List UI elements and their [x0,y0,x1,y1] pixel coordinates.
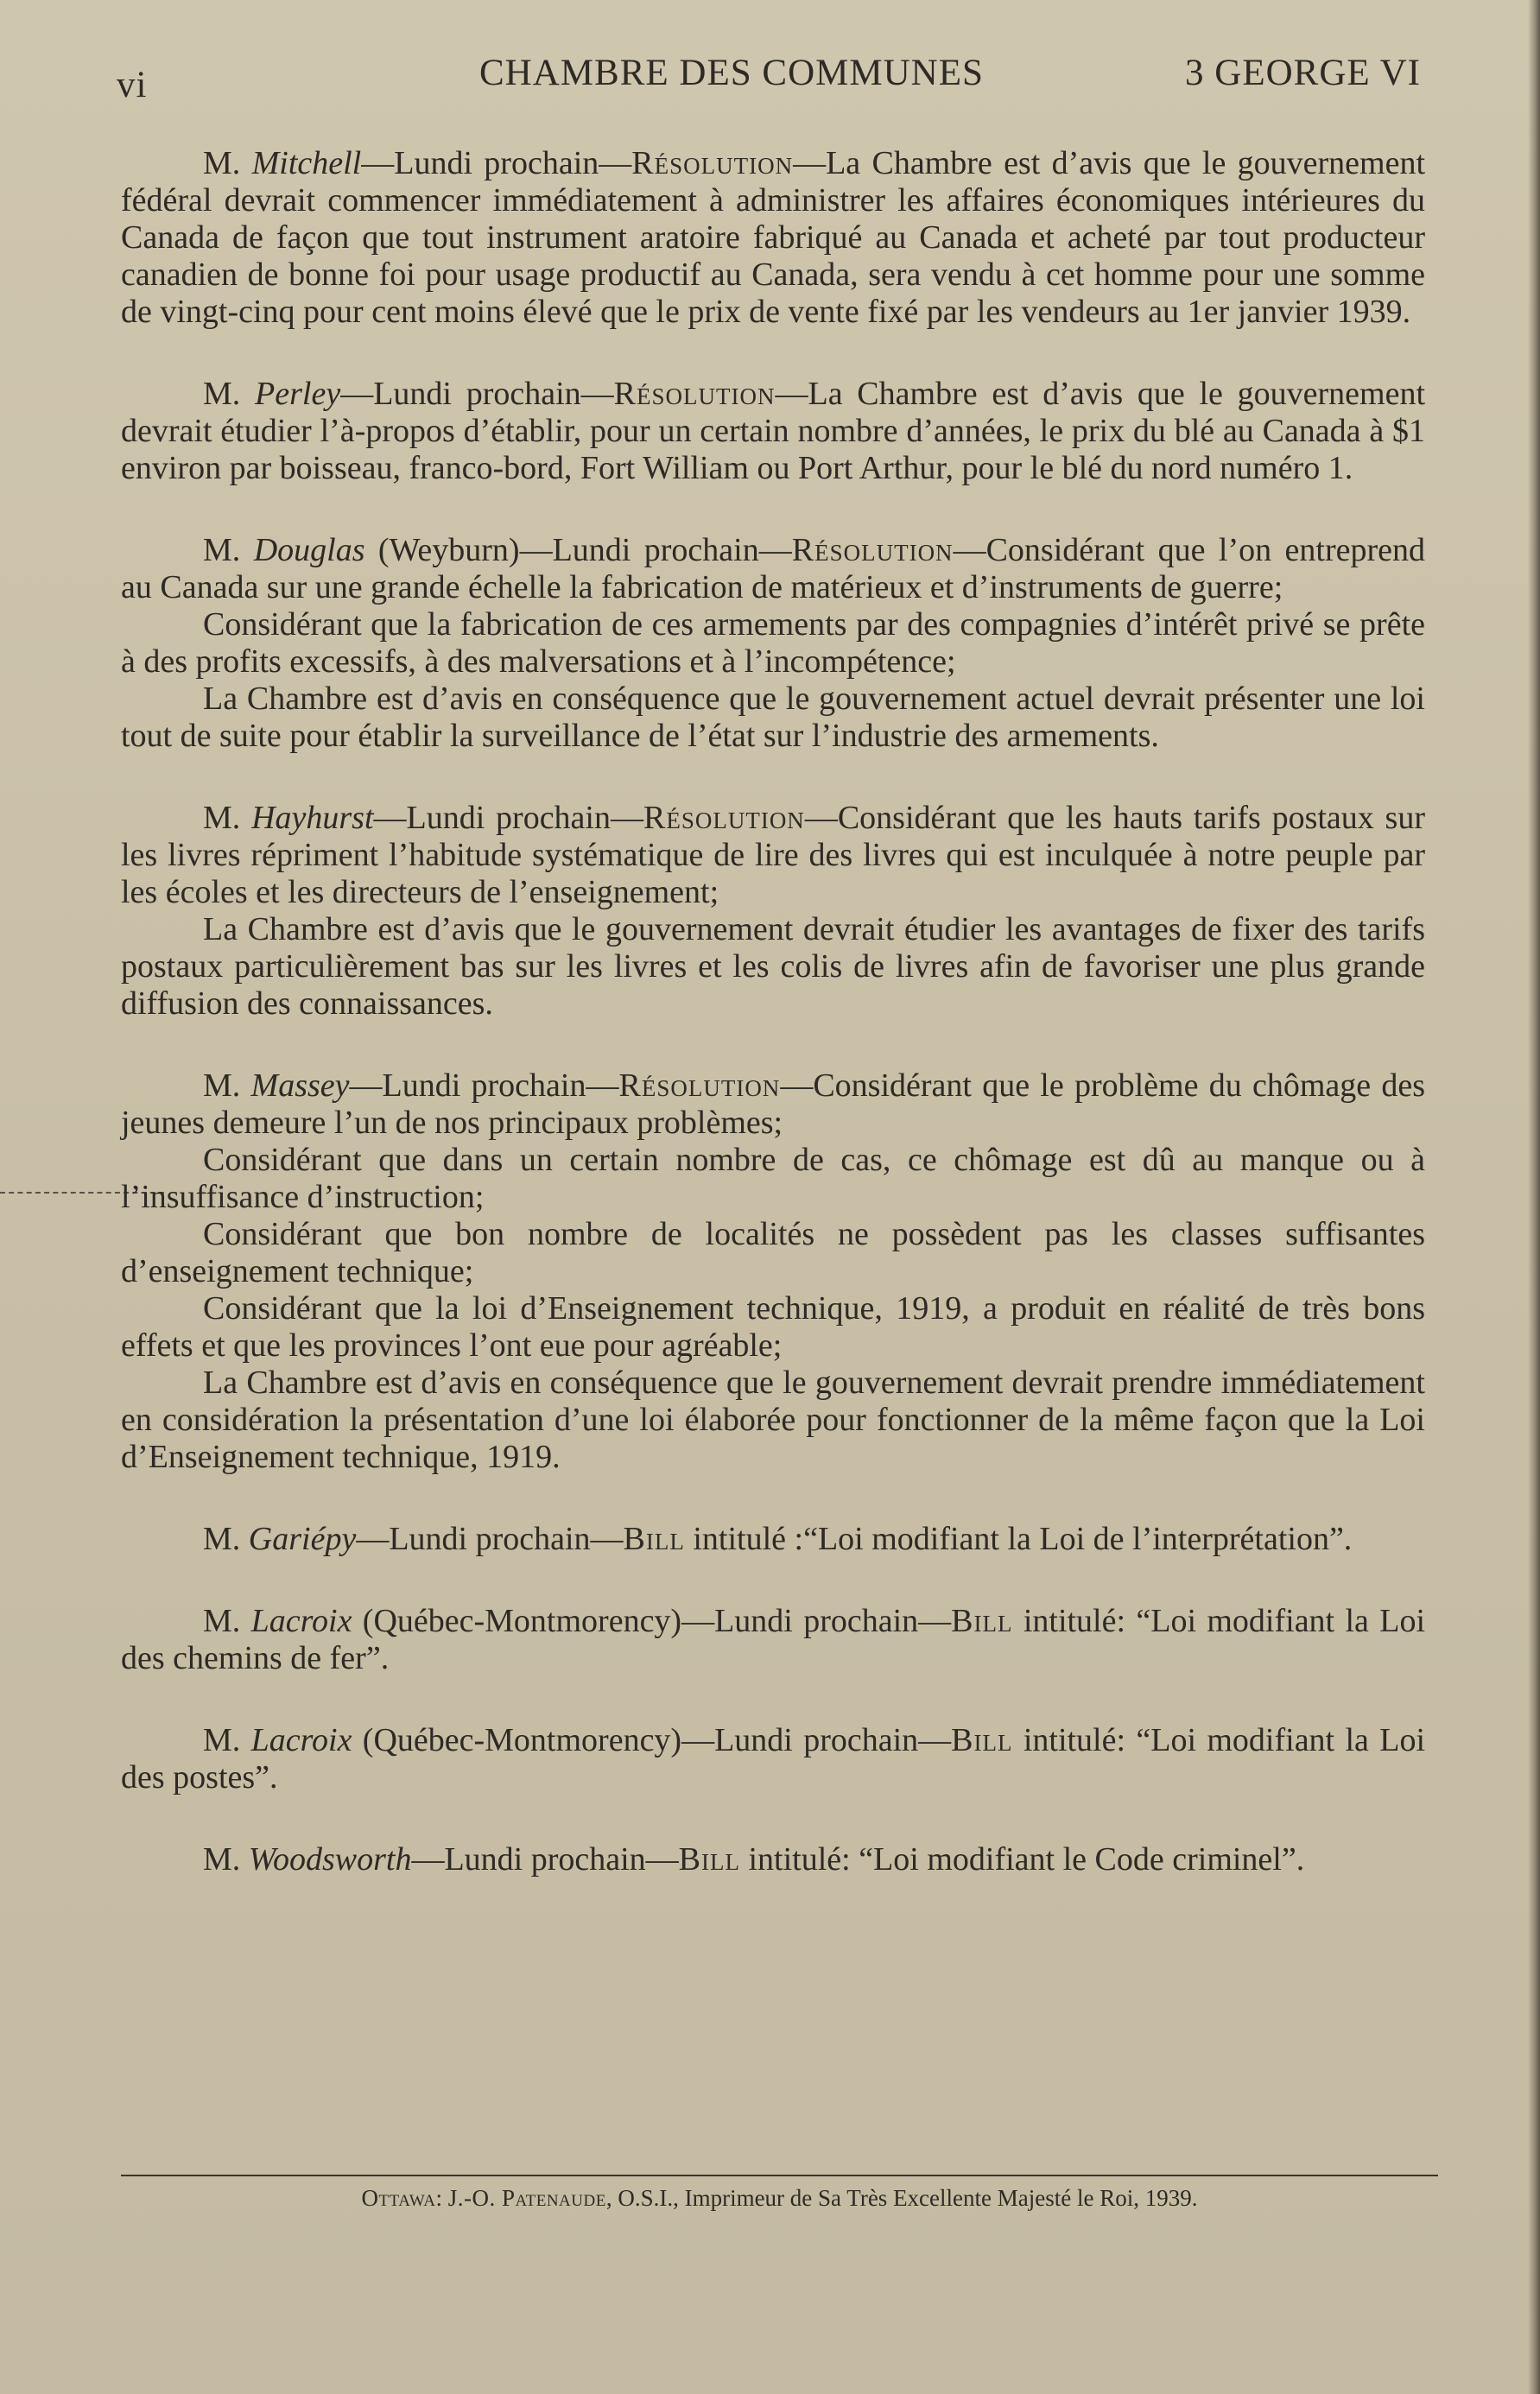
member-name: Massey [250,1067,350,1104]
member-name: Hayhurst [251,800,374,836]
notice-text: La Chambre est d’avis en conséquence que le gouvernement actuel devrait présenter une loi tout de suite pour établir la surveillance de l’état sur l’industrie des armements. [121,681,1425,754]
notice-text: intitulé: “Loi modifiant la Loi des postes”. [121,1722,1425,1796]
notice-kind: Résolution [643,800,805,836]
notice-entry [121,376,1425,487]
imprint-details: , O.S.I., Imprimeur de Sa Très Excellente Majesté le Roi, 1939. [605,2185,1198,2211]
notice-first-paragraph [121,800,1425,911]
notice-text: Considérant que dans un certain nombre de cas, ce chômage est dû au manque ou à l’insuffisance d’instruction; [121,1142,1425,1215]
notice-intro: —Lundi prochain— [361,145,632,181]
notice-paragraph [121,1142,1425,1216]
notice-paragraph [121,911,1425,1023]
notice-kind: Bill [951,1722,1013,1758]
notice-intro: —Lundi prochain— [340,376,614,412]
notice-text: Considérant que la loi d’Enseignement technique, 1919, a produit en réalité de très bons effets et que les provinces l’ont eue pour agréable; [121,1290,1425,1364]
notice-paragraph [121,1290,1425,1365]
notice-paragraph [121,1216,1425,1290]
notice-paragraph [121,681,1425,755]
member-prefix: M. [203,1841,241,1878]
header-title: CHAMBRE DES COMMUNES [479,53,984,93]
notice-first-paragraph [121,1603,1425,1677]
notice-text: Considérant que la fabrication de ces armements par des compagnies d’intérêt privé se prête à des profits excessifs, à des malversations et à l’incompétence; [121,606,1425,680]
notice-kind: Résolution [618,1067,781,1104]
notice-kind: Bill [678,1841,740,1878]
notice-text: intitulé :“Loi modifiant la Loi de l’interprétation”. [684,1521,1353,1557]
imprint-printer: J.-O. Patenaude [447,2185,606,2211]
notice-list [121,145,1425,1923]
notice-first-paragraph [121,1841,1425,1878]
notice-intro: —Lundi prochain— [349,1067,619,1104]
notice-kind: Bill [623,1521,685,1557]
notice-entry [121,145,1425,331]
notice-entry [121,1603,1425,1677]
notice-intro: (Québec-Montmorency)—Lundi prochain— [352,1722,952,1758]
notice-intro: —Lundi prochain— [411,1841,679,1878]
notice-kind: Résolution [791,532,954,568]
notice-entry [121,1722,1425,1796]
notice-text: —La Chambre est d’avis que le gouvernement devrait étudier l’à-propos d’établir, pour un certain nombre d’années, le prix du blé au Canada à $1 environ par boisseau, franco-bord, Fort William ou Port Arthur, pour le blé du nord numéro 1. [121,376,1426,486]
notice-paragraph [121,606,1425,681]
notice-first-paragraph [121,1722,1425,1796]
imprint-city: Ottawa [361,2185,436,2211]
member-name: Lacroix [250,1603,352,1639]
member-prefix: M. [203,1603,241,1639]
notice-entry [121,532,1425,755]
member-name: Gariépy [248,1521,357,1557]
notice-intro: (Weyburn)—Lundi prochain— [364,532,792,568]
notice-kind: Résolution [631,145,794,181]
notice-intro: —Lundi prochain— [356,1521,624,1557]
notice-text: —Considérant que les hauts tarifs postaux sur les livres répriment l’habitude systématique de lire des livres qui est inculquée à notre peuple par les écoles et les directeurs de l’enseignement; [121,800,1425,910]
member-name: Lacroix [250,1722,352,1758]
member-prefix: M. [203,145,241,181]
member-name: Perley [255,376,341,412]
notice-entry [121,800,1425,1023]
notice-text: intitulé: “Loi modifiant la Loi des chemins de fer”. [121,1603,1425,1676]
notice-text: intitulé: “Loi modifiant le Code criminel”. [740,1841,1305,1878]
member-prefix: M. [203,376,241,412]
page-edge-shadow [1528,0,1540,2394]
notice-entry [121,1521,1425,1558]
notice-first-paragraph [121,145,1425,331]
running-header [117,52,1421,104]
notice-text: Considérant que bon nombre de localités ne possèdent pas les classes suffisantes d’enseignement technique; [121,1216,1425,1289]
member-prefix: M. [203,1521,241,1557]
notice-entry [121,1841,1425,1878]
member-prefix: M. [203,1067,241,1104]
notice-first-paragraph [121,1521,1425,1558]
notice-text: La Chambre est d’avis que le gouvernement devrait étudier les avantages de fixer des tarifs postaux particulièrement bas sur les livres et les colis de livres afin de favoriser une plus grande diffusion des connaissances. [121,911,1425,1022]
member-name: Woodsworth [248,1841,412,1878]
footer-rule [121,2175,1438,2176]
notice-kind: Bill [951,1603,1013,1639]
member-name: Douglas [253,532,365,568]
notice-text: —La Chambre est d’avis que le gouvernement fédéral devrait commencer immédiatement à administrer les affaires économiques intérieures du Canada de façon que tout instrument aratoire fabriqué au Canada et acheté par tout producteur canadien de bonne foi pour usage productif au Canada, sera vendu à cet homme pour une somme de vingt-cinq pour cent moins élevé que le prix de vente fixé par les vendeurs au 1er janvier 1939. [121,145,1426,330]
notice-text: —Considérant que le problème du chômage des jeunes demeure l’un de nos principaux problèmes; [121,1067,1426,1141]
member-prefix: M. [203,800,241,836]
header-session: 3 GEORGE VI [1185,53,1421,93]
notice-intro: (Québec-Montmorency)—Lundi prochain— [352,1603,952,1639]
imprint-footer [121,2185,1438,2212]
notice-text: —Considérant que l’on entreprend au Canada sur une grande échelle la fabrication de matérieux et d’instruments de guerre; [121,532,1425,605]
member-prefix: M. [203,1722,241,1758]
notice-intro: —Lundi prochain— [373,800,643,836]
notice-first-paragraph [121,532,1425,606]
page-number: vi [117,65,148,105]
notice-kind: Résolution [613,376,776,412]
member-prefix: M. [203,532,241,568]
notice-entry [121,1067,1425,1476]
notice-first-paragraph [121,1067,1425,1142]
notice-text: La Chambre est d’avis en conséquence que le gouvernement devrait prendre immédiatement en considération la présentation d’une loi élaborée pour fonctionner de la même façon que la Loi d’Enseignement technique, 1919. [121,1365,1425,1475]
imprint-separator: : [435,2185,448,2211]
member-name: Mitchell [251,145,362,181]
notice-paragraph [121,1365,1425,1476]
notice-first-paragraph [121,376,1425,487]
